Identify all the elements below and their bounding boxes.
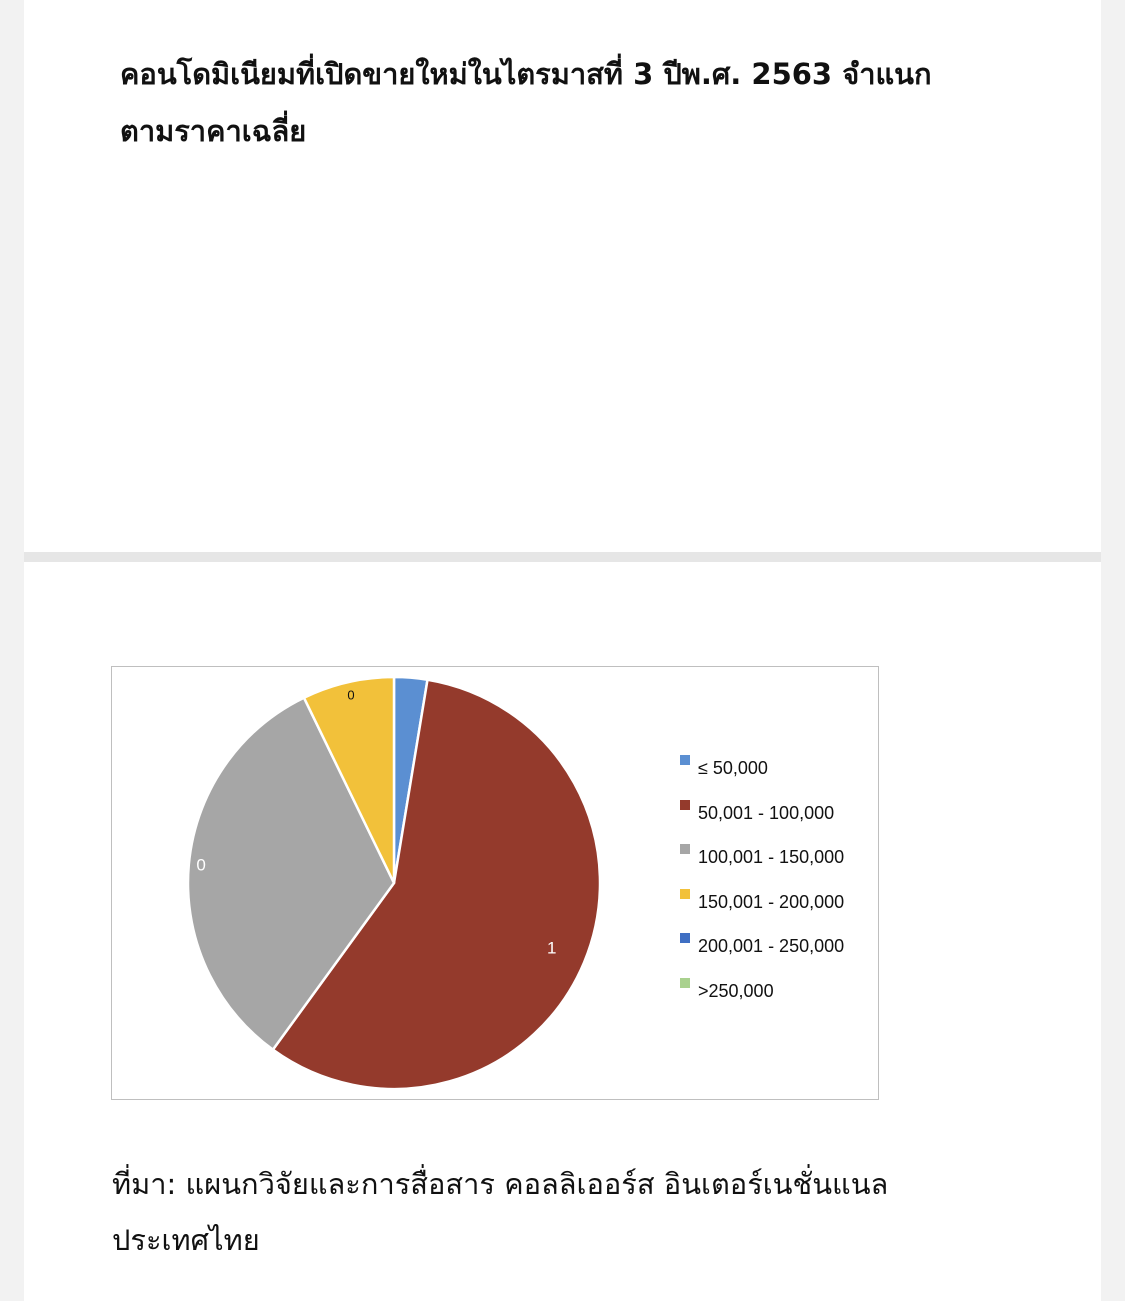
legend-swatch	[680, 978, 690, 988]
source-text: ที่มา: แผนกวิจัยและการสื่อสาร คอลลิเออร์ส อินเตอร์เนชั่นแนล ประเทศไทย	[112, 1167, 889, 1257]
legend-swatch	[680, 844, 690, 854]
legend-swatch	[680, 800, 690, 810]
legend-item	[680, 800, 844, 845]
legend-swatch	[680, 889, 690, 899]
legend-label: 150,001 - 200,000	[698, 891, 845, 912]
chart-title: คอนโดมิเนียมที่เปิดขายใหม่ในไตรมาสที่ 3 ปีพ.ศ. 2563 จำแนกตามราคาเฉลี่ย	[120, 57, 932, 148]
chart-card	[24, 562, 1101, 1301]
legend-label: 100,001 - 150,000	[698, 847, 845, 867]
legend-swatch	[680, 755, 690, 765]
legend-item	[680, 844, 844, 889]
slice-data-label: 0	[347, 687, 355, 703]
legend-label: ≤ 50,000	[698, 758, 768, 778]
title-card	[24, 0, 1101, 552]
legend-label: >250,000	[698, 980, 774, 1001]
legend	[680, 755, 844, 1022]
slice-data-label: 1	[547, 938, 557, 958]
legend-swatch	[680, 933, 690, 943]
legend-item	[680, 978, 844, 1023]
divider	[24, 552, 1101, 562]
legend-label: 50,001 - 100,000	[698, 802, 835, 823]
slice-data-label: 0	[196, 855, 206, 875]
legend-item	[680, 755, 844, 800]
legend-label: 200,001 - 250,000	[698, 936, 845, 956]
legend-item	[680, 933, 844, 978]
legend-item	[680, 889, 844, 934]
chart-area	[111, 666, 879, 1100]
